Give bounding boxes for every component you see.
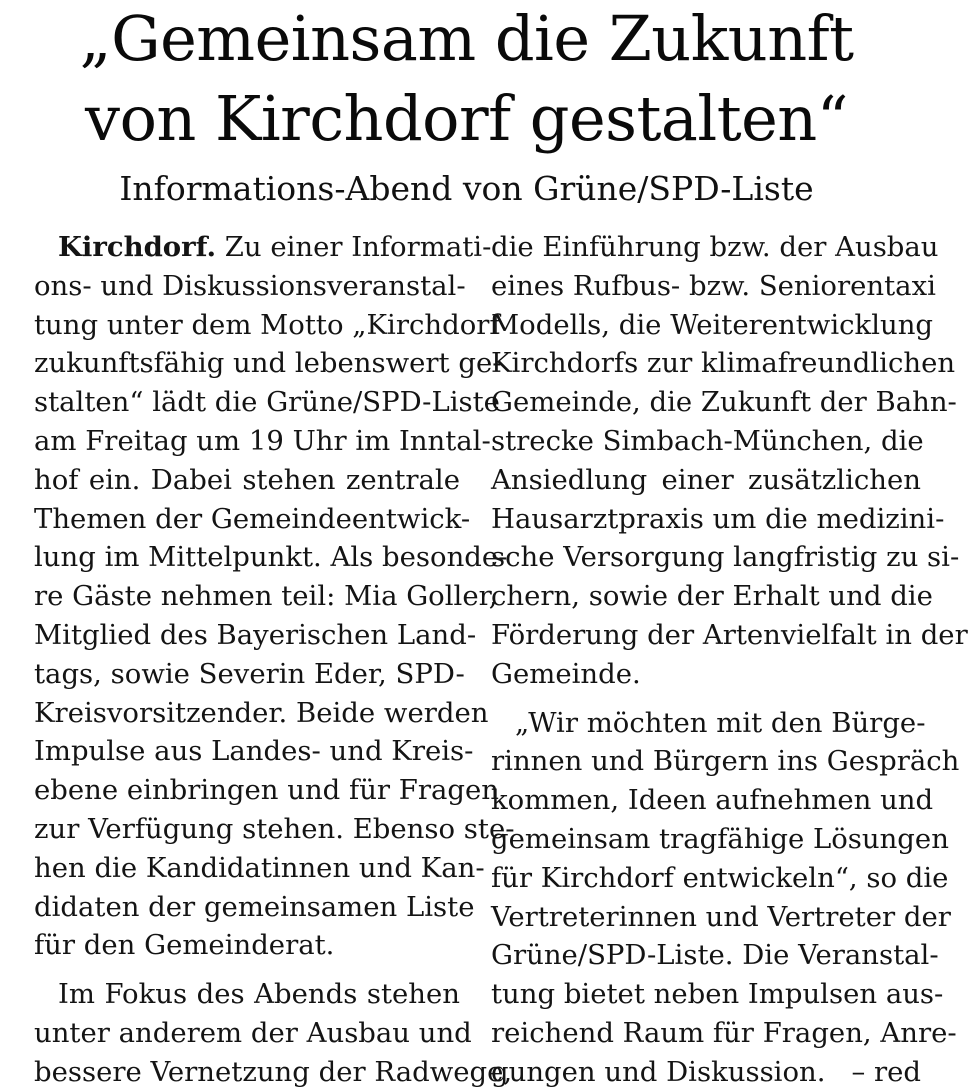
body-line: ons- und Diskussionsveranstal- — [34, 269, 466, 302]
body-line: die Einführung bzw. der Ausbau — [491, 231, 939, 263]
body-line: Gemeinde, die Zukunft der Bahn- — [491, 386, 957, 419]
article-column-right — [491, 228, 968, 1092]
body-line: Förderung der Artenvielfalt in der — [491, 618, 968, 651]
body-line: Themen der Gemeindeentwick- — [34, 502, 471, 535]
article-column-left — [34, 228, 515, 1092]
body-line: Kirchdorf. Zu einer Informati- — [58, 231, 492, 263]
body-line: lung im Mittelpunkt. Als besonde- — [34, 541, 508, 574]
body-line: Grüne/SPD-Liste. Die Veranstal- — [491, 939, 939, 972]
body-line: kommen, Ideen aufnehmen und — [491, 784, 934, 817]
body-line: Hausarztpraxis um die medizini- — [491, 502, 945, 535]
body-line: für Kirchdorf entwickeln“, so die — [491, 861, 949, 894]
body-line: am Freitag um 19 Uhr im Inntal- — [34, 424, 491, 457]
body-line: „Wir möchten mit den Bürge- — [515, 706, 926, 739]
body-line: strecke Simbach-München, die — [491, 424, 924, 457]
body-line: Modells, die Weiterentwicklung — [491, 308, 934, 341]
body-line-final: gungen und Diskussion. – red — [491, 1053, 921, 1092]
body-line: zur Verfügung stehen. Ebenso ste- — [34, 812, 515, 845]
body-line: didaten der gemeinsamen Liste — [34, 890, 475, 923]
body-line: tung bietet neben Impulsen aus- — [491, 978, 944, 1011]
body-line: Kirchdorfs zur klimafreundlichen — [491, 347, 956, 380]
body-line: bessere Vernetzung der Radwege, — [34, 1055, 513, 1088]
body-line: rinnen und Bürgern ins Gespräch — [491, 745, 960, 778]
body-line: re Gäste nehmen teil: Mia Goller, — [34, 580, 498, 613]
body-line: Kreisvorsitzender. Beide werden — [34, 696, 489, 729]
body-line: hof ein. Dabei stehen zentrale — [34, 463, 460, 496]
body-line: Ansiedlung einer zusätzlichen — [491, 463, 921, 496]
dateline: Kirchdorf. — [58, 231, 217, 263]
body-line: ebene einbringen und für Fragen — [34, 774, 500, 807]
body-line: chern, sowie der Erhalt und die — [491, 580, 933, 613]
body-line: hen die Kandidatinnen und Kan- — [34, 851, 485, 884]
body-line: unter anderem der Ausbau und — [34, 1016, 472, 1049]
body-line: für den Gemeinderat. — [34, 929, 335, 962]
body-line: Im Fokus des Abends stehen — [58, 978, 460, 1011]
body-line: Gemeinde. — [491, 657, 641, 690]
body-line: sche Versorgung langfristig zu si- — [491, 541, 960, 574]
body-line: tung unter dem Motto „Kirchdorf — [34, 308, 500, 341]
subheadline: Informations-Abend von Grüne/SPD-Liste — [119, 169, 814, 208]
author-signature: – red — [851, 1055, 921, 1088]
body-line: Impulse aus Landes- und Kreis- — [34, 735, 474, 768]
body-line: Mitglied des Bayerischen Land- — [34, 618, 477, 651]
body-line: Vertreterinnen und Vertreter der — [491, 900, 951, 933]
body-line: eines Rufbus- bzw. Seniorentaxi — [491, 269, 936, 302]
body-line: zukunftsfähig und lebenswert ge- — [34, 347, 502, 380]
body-line: tags, sowie Severin Eder, SPD- — [34, 657, 465, 690]
body-line: stalten“ lädt die Grüne/SPD-Liste — [34, 386, 500, 419]
headline-line-2: von Kirchdorf gestalten“ — [85, 82, 848, 155]
body-line: reichend Raum für Fragen, Anre- — [491, 1016, 957, 1049]
headline-line-1: „Gemeinsam die Zukunft — [79, 2, 854, 75]
body-line: gemeinsam tragfähige Lösungen — [491, 822, 949, 855]
